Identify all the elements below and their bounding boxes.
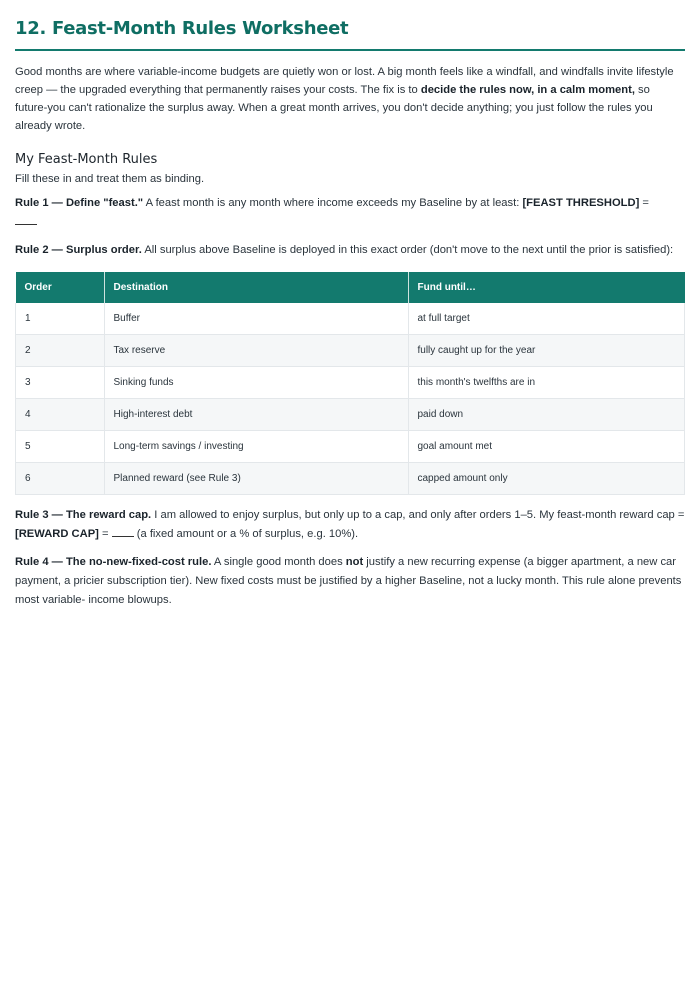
table-header-row bbox=[16, 272, 685, 303]
rule-2-text: All surplus above Baseline is deployed in this exact order (don't move to the next until the prior is satisfied): bbox=[141, 244, 674, 256]
cell-fund-until: goal amount met bbox=[408, 431, 685, 463]
rule-1-label: Rule 1 — Define "feast." bbox=[15, 197, 144, 209]
reward-cap-placeholder: [REWARD CAP] bbox=[15, 528, 99, 540]
rule-3-label: Rule 3 — The reward cap. bbox=[15, 509, 152, 521]
cell-order: 2 bbox=[16, 335, 105, 367]
rule-1-tail: = bbox=[639, 197, 649, 209]
feast-threshold-blank[interactable] bbox=[15, 214, 37, 225]
intro-bold: decide the rules now, in a calm moment, bbox=[420, 84, 635, 96]
table-row bbox=[16, 399, 685, 431]
cell-fund-until: this month's twelfths are in bbox=[408, 367, 685, 399]
reward-cap-blank[interactable] bbox=[112, 526, 134, 537]
intro-text-1: Good months are where variable-income budgets are quietly won or lost. A big month feels like a windfall, and windfalls invite lifestyle creep — the upgraded everything that permanently raises your costs. The fix is to bbox=[15, 66, 674, 96]
header-order: Order bbox=[16, 272, 105, 303]
cell-destination: Planned reward (see Rule 3) bbox=[104, 463, 408, 495]
rule-1 bbox=[15, 194, 685, 232]
cell-fund-until: fully caught up for the year bbox=[408, 335, 685, 367]
cell-destination: High-interest debt bbox=[104, 399, 408, 431]
table-row bbox=[16, 367, 685, 399]
table-row bbox=[16, 463, 685, 495]
cell-order: 5 bbox=[16, 431, 105, 463]
rule-1-text: A feast month is any month where income exceeds my Baseline by at least: bbox=[143, 197, 523, 209]
rule-4-text-2: justify a new recurring expense (a bigger apartment, a new car payment, a pricier subscription tier). New fixed costs must be justified by a higher Baseline, not a lucky month. This rule alone prevents most variable- income blowups. bbox=[15, 556, 682, 606]
intro-text-2: so future-you can't rationalize the surplus away. When a great month arrives, you don't decide anything; you just follow the rules you already wrote. bbox=[15, 84, 653, 132]
table-row bbox=[16, 335, 685, 367]
rule-3 bbox=[15, 506, 685, 544]
table-row bbox=[16, 431, 685, 463]
header-destination: Destination bbox=[104, 272, 408, 303]
cell-destination: Long-term savings / investing bbox=[104, 431, 408, 463]
rule-3-tail: (a fixed amount or a % of surplus, e.g. 10%). bbox=[133, 528, 359, 540]
cell-destination: Buffer bbox=[104, 303, 408, 335]
header-fund-until: Fund until… bbox=[408, 272, 685, 303]
rule-4-text-1: A single good month does bbox=[211, 556, 346, 568]
rule-3-text: I am allowed to enjoy surplus, but only up to a cap, and only after orders 1–5. My feast-month reward cap = bbox=[151, 509, 685, 521]
section-subtitle: Fill these in and treat them as binding. bbox=[15, 173, 205, 185]
intro-paragraph bbox=[15, 63, 685, 135]
surplus-order-table bbox=[15, 272, 685, 495]
table-row bbox=[16, 303, 685, 335]
page-title: 12. Feast-Month Rules Worksheet bbox=[15, 18, 349, 39]
section-title: My Feast-Month Rules bbox=[15, 152, 158, 167]
cell-fund-until: capped amount only bbox=[408, 463, 685, 495]
cell-destination: Tax reserve bbox=[104, 335, 408, 367]
rule-3-mid: = bbox=[98, 528, 112, 540]
cell-order: 6 bbox=[16, 463, 105, 495]
title-divider bbox=[15, 49, 685, 51]
rule-2-label: Rule 2 — Surplus order. bbox=[15, 244, 142, 256]
cell-order: 3 bbox=[16, 367, 105, 399]
cell-fund-until: at full target bbox=[408, 303, 685, 335]
cell-destination: Sinking funds bbox=[104, 367, 408, 399]
cell-order: 4 bbox=[16, 399, 105, 431]
rule-2 bbox=[15, 241, 685, 260]
cell-fund-until: paid down bbox=[408, 399, 685, 431]
cell-order: 1 bbox=[16, 303, 105, 335]
rule-4-bold: not bbox=[345, 556, 364, 568]
rule-4-label: Rule 4 — The no-new-fixed-cost rule. bbox=[15, 556, 212, 568]
feast-threshold-placeholder: [FEAST THRESHOLD] bbox=[522, 197, 640, 209]
rule-4 bbox=[15, 553, 685, 610]
